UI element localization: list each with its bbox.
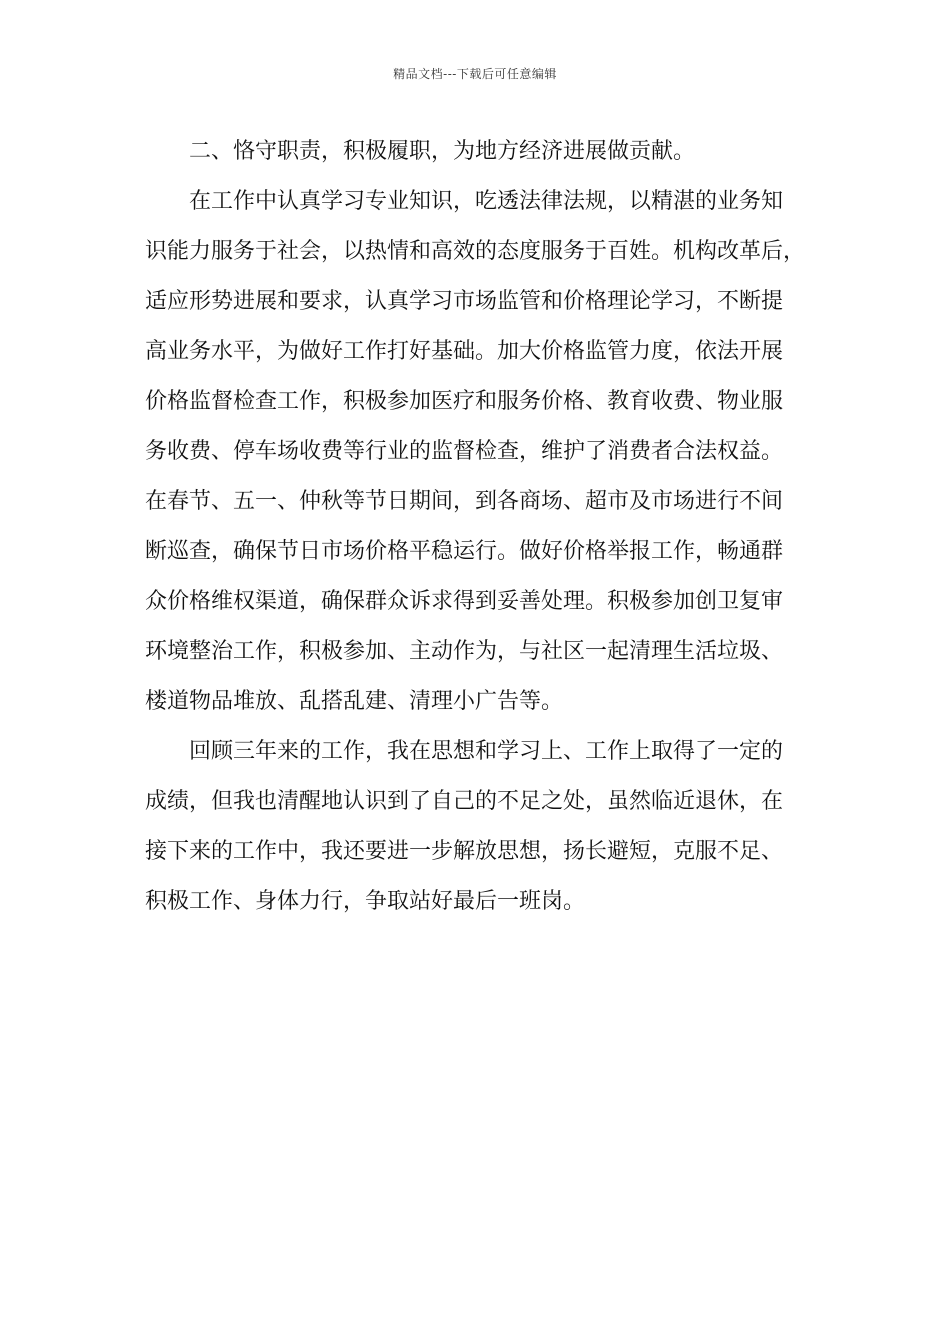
paragraph-line: 高业务水平，为做好工作打好基础。加大价格监管力度，依法开展 — [145, 339, 784, 364]
paragraph-line: 在工作中认真学习专业知识，吃透法律法规，以精湛的业务知 — [189, 189, 784, 214]
paragraph-line: 识能力服务于社会，以热情和高效的态度服务于百姓。机构改革后， — [145, 239, 806, 264]
paragraph-line: 积极工作、身体力行，争取站好最后一班岗。 — [145, 889, 586, 914]
section-heading: 二、恪守职责，积极履职，为地方经济进展做贡献。 — [189, 139, 696, 164]
paragraph-line: 适应形势进展和要求，认真学习市场监管和价格理论学习，不断提 — [145, 289, 784, 314]
paragraph-line: 价格监督检查工作，积极参加医疗和服务价格、教育收费、物业服 — [145, 389, 784, 414]
page-header: 精品文档---下载后可任意编辑 — [393, 67, 557, 81]
paragraph-line: 务收费、停车场收费等行业的监督检查，维护了消费者合法权益。 — [145, 439, 784, 464]
paragraph-line: 楼道物品堆放、乱搭乱建、清理小广告等。 — [145, 689, 564, 714]
paragraph-line: 成绩，但我也清醒地认识到了自己的不足之处，虽然临近退休，在 — [145, 789, 784, 814]
paragraph-line: 众价格维权渠道，确保群众诉求得到妥善处理。积极参加创卫复审 — [145, 589, 784, 614]
paragraph-line: 回顾三年来的工作，我在思想和学习上、工作上取得了一定的 — [189, 739, 784, 764]
paragraph-line: 断巡查，确保节日市场价格平稳运行。做好价格举报工作，畅通群 — [145, 539, 784, 564]
paragraph-line: 环境整治工作，积极参加、主动作为，与社区一起清理生活垃圾、 — [145, 639, 784, 664]
paragraph-line: 接下来的工作中，我还要进一步解放思想，扬长避短，克服不足、 — [145, 839, 784, 864]
paragraph-line: 在春节、五一、仲秋等节日期间，到各商场、超市及市场进行不间 — [145, 489, 784, 514]
